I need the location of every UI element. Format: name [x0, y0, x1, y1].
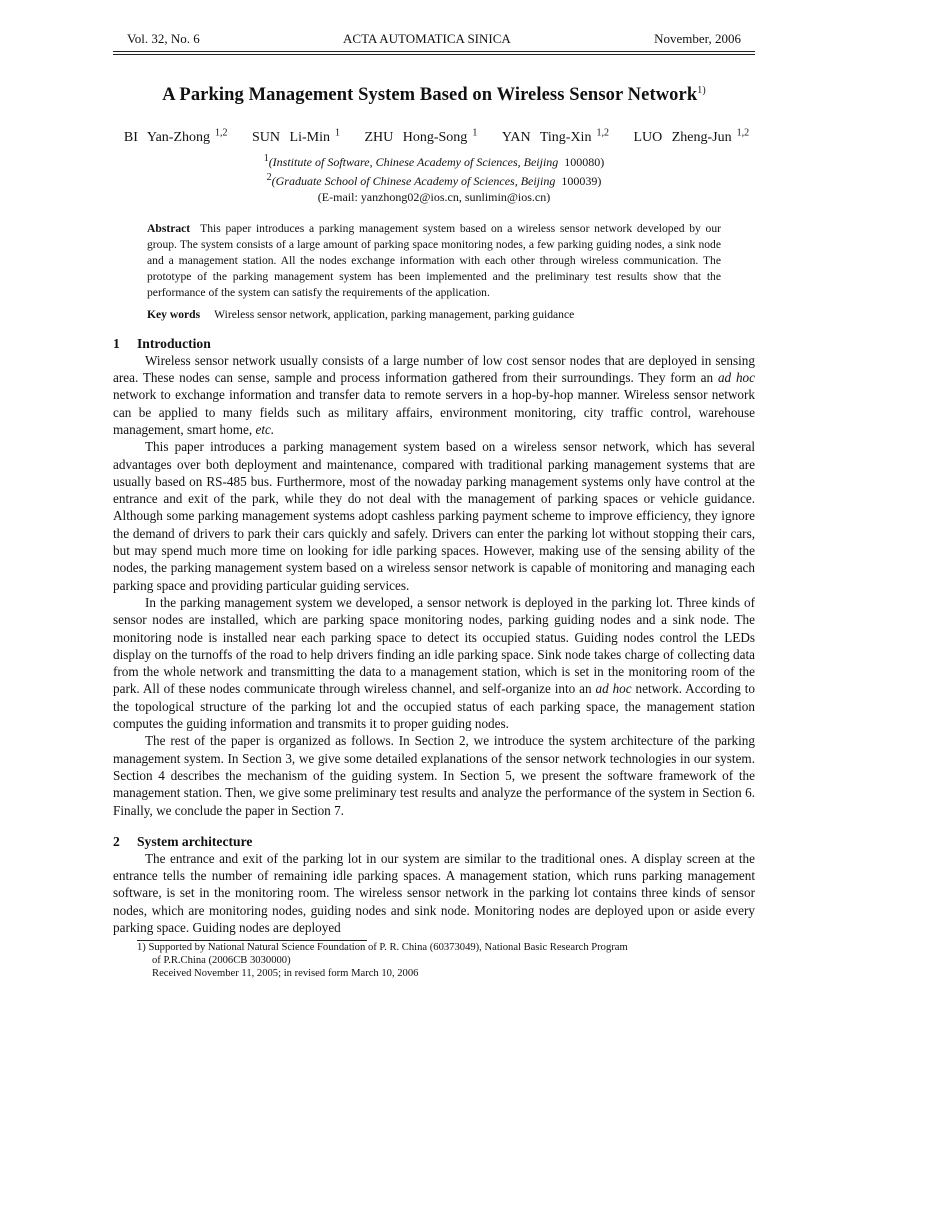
- author: LUO Zheng-Jun $^{1,2}$: [633, 127, 750, 145]
- keywords-text: Wireless sensor network, application, parking management, parking guidance: [214, 307, 575, 321]
- section-heading-introduction: 1 Introduction: [113, 335, 211, 351]
- affiliations: [113, 151, 755, 205]
- author: BI Yan-Zhong $^{1,2}$: [123, 127, 228, 145]
- title-footnote-mark: 1): [697, 85, 706, 96]
- paragraph: Wireless sensor network usually consists of a large number of low cost sensor nodes that are deployed in sensing area. These nodes can sense, sample and process information gathered from their surroundings. They form an ad hoc network to exchange information and transfer data to remote servers in a hop-by-hop manner. Wireless sensor network can be applied to many fields such as military affairs, environment monitoring, city traffic control, warehouse management, smart home, etc.: [113, 352, 755, 437]
- title-text: A Parking Management System Based on Wireless Sensor Network: [162, 85, 698, 106]
- keywords-label: Key words: [147, 307, 201, 321]
- footnote-line: Received November 11, 2005; in revised form March 10, 2006: [152, 968, 419, 980]
- volume-info: Vol. 32, No. 6: [127, 31, 200, 46]
- keywords: [147, 308, 721, 321]
- author-email: (E-mail: yanzhong02@ios.cn, sunlimin@ios.cn): [317, 189, 551, 204]
- paragraph: This paper introduces a parking management system based on a wireless sensor network, which has several advantages over both deployment and maintenance, compared with traditional parking management systems that are usually based on RS-485 bus. Furthermore, most of the nowaday parking management systems only have control at the entrance and exit of the park, while they do not deal with the management of parking spaces or vehicle guidance. Although some parking management systems adopt cashless parking payment scheme to improve efficiency, they ignore the demand of drivers to park their cars quickly and safely. Drivers can enter the parking lot without stopping their cars, but may spend much more time on looking for idle parking spaces. However, making use of the sensing ability of the nodes, the parking management system based on a wireless sensor network is capable of monitoring and managing each parking space and providing particular guiding services.: [113, 439, 755, 593]
- footnote: [137, 941, 755, 980]
- journal-name: ACTA AUTOMATICA SINICA: [343, 31, 511, 46]
- header-rule: [113, 51, 755, 55]
- abstract-label: Abstract: [147, 221, 191, 235]
- abstract-text: This paper introduces a parking management system based on a wireless sensor network developed by our group. The system consists of a large amount of parking space monitoring nodes, a few parking guiding nodes, a sink node and a management station. All the nodes exchange information with each other through wireless communication. The prototype of the parking management system has been implemented and the preliminary test results show that the performance of the system can satisfy the requirements of the application.: [147, 221, 721, 299]
- paper-page: [113, 30, 755, 980]
- affiliation-1: $^1$(Institute of Software, Chinese Academy of Sciences, Beijing 100080): [263, 152, 605, 169]
- author: ZHU Hong-Song $^1$: [364, 127, 478, 145]
- affiliation-2: $^2$(Graduate School of Chinese Academy of Sciences, Beijing 100039): [266, 171, 602, 188]
- footnote-line: of P.R.China (2006CB 3030000): [152, 955, 291, 967]
- running-header: [113, 30, 755, 48]
- paragraph: The rest of the paper is organized as follows. In Section 2, we introduce the system architecture of the parking management system. In Section 3, we give some detailed explanations of the sensor network technologies in our system. Section 4 describes the mechanism of the guiding system. In Section 5, we present the software framework of the management station. Then, we give some preliminary test results and analyze the performance of the system in Section 6. Finally, we conclude the paper in Section 7.: [113, 733, 755, 818]
- paragraph: In the parking management system we developed, a sensor network is deployed in the parking lot. Three kinds of sensor nodes are installed, which are parking space monitoring nodes, parking guiding nodes and a sink node. The monitoring node is installed near each parking space to detect its occupied status. Guiding nodes control the LEDs display on the turnoffs of the road to help drivers finding an idle parking space. Sink node takes charge of collecting data from the whole network and transmitting the data to a management station, which is set in the monitoring room of the park. All of these nodes communicate through wireless channel, and self-organize into an ad hoc network. According to the topological structure of the parking lot and the occupied status of each parking space, the management station computes the guiding information and transmits it to proper guiding nodes.: [113, 594, 755, 732]
- footnote-line: 1) Supported by National Natural Science Foundation of P. R. China (60373049), National Basic Research Program: [137, 942, 628, 954]
- abstract: [147, 221, 721, 301]
- author: YAN Ting-Xin $^{1,2}$: [501, 127, 609, 145]
- author-list: [113, 127, 755, 146]
- author: SUN Li-Min $^1$: [252, 127, 340, 145]
- paper-title: [113, 85, 755, 106]
- paragraph: The entrance and exit of the parking lot in our system are similar to the traditional ones. A display screen at the entrance tells the number of remaining idle parking spaces. A management station, which runs parking management software, is set in the monitoring room. The wireless sensor network in the parking lot contains three kinds of sensor nodes, which are monitoring nodes, guiding nodes and sink node. Monitoring nodes are deployed upon or aside every parking space. Guiding nodes are deployed: [113, 850, 755, 936]
- section-heading-system-architecture: 2 System architecture: [113, 833, 253, 849]
- issue-date: November, 2006: [654, 31, 741, 46]
